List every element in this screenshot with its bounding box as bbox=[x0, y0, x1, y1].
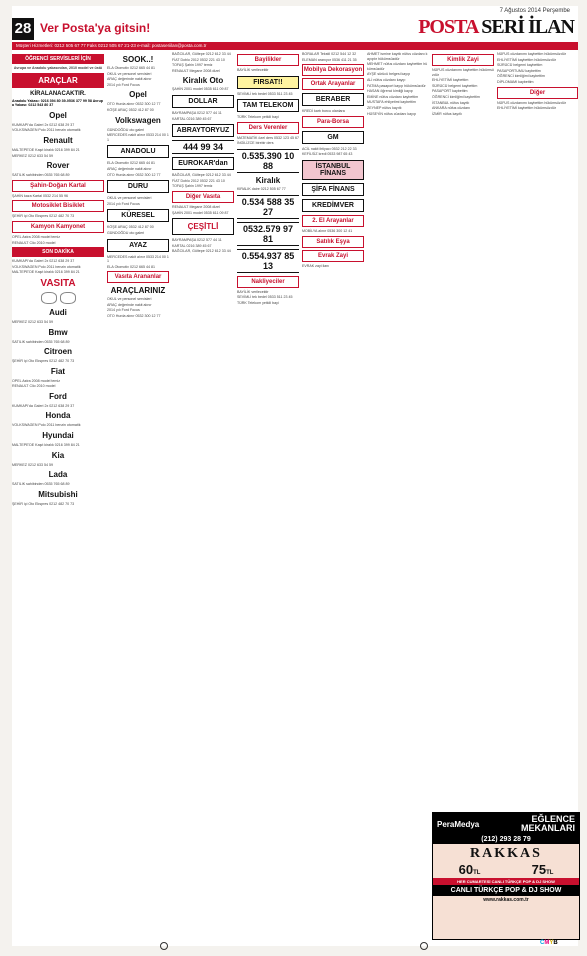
listing-line: ELEMAN aranıyor 0536 411 21 35 bbox=[302, 57, 357, 62]
listing-line: OTO Hurda alınır 0532 300 12 77 bbox=[107, 314, 161, 319]
mobilya-header: Mobilya Dekorasyon bbox=[302, 64, 364, 76]
phone-1: 0.535.390 10 88 bbox=[237, 149, 299, 173]
listing-line: SATILIK sahibinden 0535 765 68 89 bbox=[12, 339, 70, 344]
tam-telekom-box bbox=[237, 99, 299, 112]
column-8 bbox=[497, 52, 578, 808]
student-box-title: ÖĞRENCİ SERVİSLERİ İÇİN bbox=[12, 54, 104, 64]
beraber-box bbox=[302, 93, 364, 106]
listing-line: ARAÇ değerinde nakit alınır bbox=[107, 166, 152, 171]
ad-title-line1: EĞLENCE bbox=[531, 814, 575, 824]
price-right bbox=[532, 862, 554, 877]
listing-line: EHLİYETİMİ kaybettim hükümsüzdür bbox=[497, 106, 556, 111]
kiralanacaktir: KİRALANACAKTIR. bbox=[30, 90, 86, 97]
dollar-box bbox=[172, 95, 234, 108]
student-phones: Anadolu Yakası: 0216 394 80 39-0536 377 99 58 Avrupa Yakası: 0212 543 80 37 bbox=[12, 98, 103, 108]
price-right-value: 75 bbox=[531, 862, 547, 877]
listing-line: VOLKSWAGEN Polo 2011 benzin otomatik bbox=[12, 423, 81, 428]
brand-rover: Rover bbox=[46, 161, 70, 171]
brand-sahin-dogan: Şahin-Doğan Kartal bbox=[12, 180, 104, 192]
vasita-arananlar-header: Vasıta Arananlar bbox=[107, 271, 169, 283]
listing-line: ARAÇ değerinde nakit alınır bbox=[107, 302, 152, 307]
listing-line: OPEL Astra 2008 model temiz bbox=[12, 378, 61, 383]
listing-line: ŞEHİR içi Oto Ekspres 0212 482 70 73 bbox=[12, 214, 75, 219]
listing-line: HÜSEYİN nüfus cüzdanı kayıp bbox=[367, 111, 416, 116]
listing-line: ŞAHİN 2001 model 0535 611 09 87 bbox=[172, 87, 229, 92]
bayilikler-header: Bayilikler bbox=[237, 54, 299, 66]
listing bbox=[237, 92, 299, 97]
listing-line: OKUL ve personel servisleri bbox=[107, 297, 152, 302]
diger-header: Diğer bbox=[497, 87, 578, 99]
listing-line: KÖŞE ARAÇ 0532 412 87 00 bbox=[107, 225, 154, 230]
listing-line: GÜNDOĞDU oto galeri bbox=[107, 127, 145, 132]
eurokar-box bbox=[172, 157, 234, 170]
cmyk-marks bbox=[540, 940, 558, 946]
brand-bmw: Bmw bbox=[48, 327, 68, 337]
listing bbox=[107, 128, 169, 143]
evrak-zayi-header: Evrak Zayi bbox=[302, 250, 364, 262]
price-right-unit: TL bbox=[546, 870, 554, 876]
listing-line: EHLİYETİMİ kaybettim hükümsüzdür bbox=[497, 57, 556, 62]
listing-line: PASAPORTUMU kaybettim bbox=[497, 68, 541, 73]
vasita-header: VASITA bbox=[40, 277, 76, 289]
phone-4: 0.554.937 85 13 bbox=[237, 249, 299, 273]
contact-bar: Müşteri Hizmetleri: 0212 505 67 77 Faks 0212 505 67 21-23 e-mail: postaseriilan@posta.com.tr bbox=[12, 42, 578, 50]
listing-line: KARTAL 0216 389 45 67 bbox=[172, 116, 212, 121]
logo-posta: POSTA bbox=[418, 16, 478, 38]
listing bbox=[367, 52, 429, 116]
listing-line: KUMKAPI'da Galeri 2x 0212 638 29 37 bbox=[12, 122, 75, 127]
firsat-title: FIRSAT!! bbox=[253, 78, 283, 86]
listing-line: ELA Otomotiv 0212 665 44 81 bbox=[107, 66, 155, 70]
istanbul-finans-box bbox=[302, 160, 364, 180]
listing-line: SEVİMLİ tek bedel 0533 511 23 45 bbox=[237, 91, 293, 96]
listing-line: İNGİLİZCE birebir ders bbox=[237, 141, 274, 146]
listing-line: KUMKAPI'da Galeri 2x 0212 638 29 37 bbox=[12, 403, 75, 408]
ad-strip: HER CUMARTESİ CANLI TÜRKÇE POP & DJ SHOW bbox=[433, 878, 579, 885]
column-1 bbox=[12, 52, 104, 936]
kimlik-zayi-header: Kimlik Zayi bbox=[432, 54, 494, 66]
ikinci-el-header: 2. El Arayanlar bbox=[302, 215, 364, 227]
listing-line: KARTAL 0216 389 45 67 bbox=[172, 243, 212, 248]
abraytoryuz-title: ABRAYTORYUZ bbox=[176, 127, 230, 135]
anadolu-box bbox=[107, 145, 169, 158]
listing-line: TÜRK Telekom yetkili bayi bbox=[237, 115, 279, 120]
brand-honda: Honda bbox=[45, 411, 71, 421]
araclar-banner: ARAÇLAR bbox=[12, 73, 104, 88]
listing-line: MALTEPE'DE Kaşıt kiralık 0216 399 84 21 bbox=[12, 443, 80, 448]
ad-website: www.rakkas.com.tr bbox=[483, 897, 529, 903]
abraytoryuz-box bbox=[172, 124, 234, 137]
tagline: Ver Posta'ya gitsin! bbox=[40, 21, 151, 35]
listing bbox=[12, 173, 104, 178]
gm-title: GM bbox=[327, 133, 339, 141]
listing-line: AYŞE sürücü belgesi kayıp bbox=[367, 72, 411, 77]
registration-mark-icon bbox=[420, 942, 428, 950]
kiralik-header: Kiralık bbox=[255, 175, 281, 185]
listing-line: KUMKAPI'da Galeri 2x 0212 638 29 37 bbox=[12, 259, 75, 264]
ad-title-line2: MEKANLARI bbox=[521, 823, 575, 833]
listing bbox=[302, 147, 364, 157]
listing-line: MEHMET nüfus cüzdanı kaybettim hükümsüzdür bbox=[367, 62, 428, 71]
page-number: 28 bbox=[12, 18, 34, 40]
listing-line: BORALAR Tekstil 0212 544 12 32 bbox=[302, 52, 357, 56]
listing bbox=[12, 123, 104, 133]
phone-2: 0.534 588 35 27 bbox=[237, 195, 299, 219]
listing-line: 2014 yılı Ford Focus bbox=[107, 82, 140, 87]
column-5 bbox=[302, 52, 364, 936]
listing-line: NÜFUS cüzdanımı kaybettim hükümsüzdür bbox=[497, 52, 566, 56]
listing-line: SEVİMLİ tek bedel 0533 511 23 45 bbox=[237, 295, 293, 300]
listing-line: ANKARA nüfus cüzdanı bbox=[432, 106, 470, 111]
sifa-finans-box bbox=[302, 183, 364, 196]
price-left-unit: TL bbox=[473, 870, 481, 876]
listing bbox=[302, 229, 364, 234]
listing-line: SÜRÜCÜ belgemi kaybettim bbox=[497, 63, 543, 68]
listing-line: EHLİYETİMİ kaybettim bbox=[432, 78, 469, 83]
listing-line: MALTEPE'DE Kaşıt kiralık 0216 399 84 21 bbox=[12, 270, 80, 275]
listing bbox=[302, 52, 364, 62]
listing-line: 2014 yılı Ford Focus bbox=[107, 201, 140, 206]
listing-line: İZMİR nüfus kayıtlı bbox=[432, 111, 462, 116]
cmyk-k: B bbox=[553, 940, 558, 946]
listing bbox=[12, 214, 104, 219]
peramedya-logo: PeraMedya bbox=[437, 819, 480, 829]
kuresel-title: KÜRESEL bbox=[121, 212, 155, 220]
listing-line: SATILIK sahibinden 0535 765 68 89 bbox=[12, 482, 70, 487]
listing-line: BAĞCILAR, Gültepe 0212 612 33 44 bbox=[172, 173, 231, 178]
brand-volkswagen: Volkswagen bbox=[115, 115, 161, 125]
listing bbox=[497, 52, 578, 85]
listing bbox=[237, 290, 299, 306]
listing bbox=[237, 115, 299, 120]
listing-line: İSTANBUL nüfus kayıtlı bbox=[432, 100, 470, 105]
listing bbox=[12, 320, 104, 325]
listing-line: ŞEHİR içi Oto Ekspres 0212 482 70 73 bbox=[12, 359, 75, 364]
listing bbox=[302, 109, 364, 114]
listing bbox=[12, 259, 104, 275]
listing-line: MERKEZ 0212 633 54 59 bbox=[12, 319, 53, 324]
listing-line: TOFAŞ Şahin 1997 temiz bbox=[172, 63, 213, 68]
listing bbox=[237, 187, 299, 192]
brand-ford: Ford bbox=[49, 391, 67, 401]
listing-line: MERCEDES nakit alınır 0533 214 00 11 bbox=[107, 254, 169, 264]
listing-line: OKUL ve personel servisleri bbox=[107, 196, 152, 201]
listing-line: NÜFUS cüzdanımı kaybettim hükümsüzdür bbox=[497, 100, 566, 105]
brand-hyundai: Hyundai bbox=[42, 431, 74, 441]
ayaz-box bbox=[107, 239, 169, 252]
eurokar-title: EUROKAR'dan bbox=[178, 160, 228, 168]
listing-line: MALTEPE'DE Kaşıt kiralık 0216 399 84 21 bbox=[12, 147, 80, 152]
brand-audi: Audi bbox=[49, 307, 67, 317]
listing-line: ÖĞRENCİ kimliğimi kaybettim bbox=[497, 74, 545, 79]
brand-fiat: Fiat bbox=[50, 366, 66, 376]
brand-citroen: Citroen bbox=[44, 347, 72, 357]
gm-box bbox=[302, 131, 364, 144]
duru-title: DURU bbox=[127, 183, 149, 191]
listing bbox=[12, 423, 104, 428]
price-left-value: 60 bbox=[458, 862, 474, 877]
listing-line: KIRALIK daire 0212 505 67 77 bbox=[237, 186, 286, 191]
listing-line: BAĞCILAR, Gültepe 0212 612 33 44 bbox=[172, 52, 231, 56]
listing-line: ŞAHİN kaza Kartal 0532 214 55 96 bbox=[12, 193, 68, 198]
listing-line: OTO Hurda alınır 0532 300 12 77 bbox=[107, 102, 161, 107]
listing bbox=[172, 111, 234, 121]
listing bbox=[497, 101, 578, 111]
column-3 bbox=[172, 52, 234, 936]
satilik-esya-header: Satılık Eşya bbox=[302, 236, 364, 248]
listing-line: KREDİ kartı borcu olanlara bbox=[302, 109, 345, 114]
listing bbox=[107, 102, 169, 112]
cmyk-c: C bbox=[540, 940, 545, 946]
listing bbox=[12, 379, 104, 389]
registration-mark-icon bbox=[160, 942, 168, 950]
beraber-title: BERABER bbox=[315, 96, 351, 104]
listing-line: SATILIK sahibinden 0535 765 68 89 bbox=[12, 173, 70, 178]
firsat-box bbox=[237, 76, 299, 89]
column-4 bbox=[237, 52, 299, 936]
ad-header bbox=[433, 813, 579, 835]
listing-line: ALİ nüfus cüzdanı kayıp bbox=[367, 77, 406, 82]
listing bbox=[107, 255, 169, 270]
listing-line: RENAULT Megane 2008 dizel bbox=[172, 68, 220, 73]
listing-line: BAYİLİK verilecektir bbox=[237, 289, 269, 294]
listing-line: 2014 yılı Ford Focus bbox=[107, 308, 140, 313]
listing-line: MERKEZ 0212 633 54 59 bbox=[12, 153, 53, 158]
ders-verenler-header: Ders Verenler bbox=[237, 122, 299, 134]
logo-seri-ilan: SERİ İLAN bbox=[481, 16, 574, 38]
listing bbox=[12, 340, 104, 345]
listing-line: ŞAHİN 2001 model 0535 611 09 87 bbox=[172, 210, 229, 215]
brand-motosiklet: Motosiklet Bisiklet bbox=[12, 200, 104, 212]
listing-line: KÖŞE ARAÇ 0532 412 87 00 bbox=[107, 107, 154, 112]
listing bbox=[107, 161, 169, 177]
listing-line: VOLKSWAGEN Polo 2011 benzin otomatik bbox=[12, 128, 81, 133]
rakkas-ad bbox=[432, 812, 580, 940]
brand-renault: Renault bbox=[43, 135, 73, 145]
ring-icon bbox=[41, 292, 57, 304]
rakkas-title: RAKKAS bbox=[470, 846, 542, 861]
listing bbox=[302, 264, 364, 269]
brand-opel: Opel bbox=[49, 110, 67, 120]
column-7 bbox=[432, 52, 494, 808]
ring-icon bbox=[60, 292, 76, 304]
listing-line: EVRAK zayi ilanı bbox=[302, 263, 330, 268]
price-left bbox=[459, 862, 481, 877]
listing bbox=[107, 225, 169, 235]
listing bbox=[172, 52, 234, 73]
ad-title bbox=[521, 815, 575, 833]
duru-box bbox=[107, 180, 169, 193]
listing-line: BAYİLİK verilecektir bbox=[237, 68, 269, 72]
listing-line: BAYRAMPAŞA 0212 577 44 11 bbox=[172, 110, 222, 115]
listing bbox=[107, 196, 169, 206]
sifa-finans-title: ŞİFA FİNANS bbox=[311, 185, 355, 193]
listing-line: RENAULT Clio 2010 model bbox=[12, 384, 56, 389]
listing bbox=[172, 238, 234, 254]
tam-telekom-title: TAM TELEKOM bbox=[242, 102, 294, 110]
listing-line: MERKEZ 0212 633 54 59 bbox=[12, 462, 53, 467]
phone-444: 444 99 34 bbox=[172, 140, 234, 154]
listing-line: RENAULT Megane 2008 dizel bbox=[172, 204, 220, 209]
listing bbox=[12, 235, 104, 245]
listing-line: FİAT Doblo 2012 0532 221 43 10 bbox=[172, 57, 225, 62]
listing-line: OPEL Astra 2008 model temiz bbox=[12, 234, 61, 239]
student-box-sub: Avrupa ve Anadolu yakasından, 2010 model ve üstü bbox=[13, 66, 103, 70]
listing-line: MUSTAFA ehliyetimi kaybettim bbox=[367, 100, 416, 105]
brand-lada: Lada bbox=[48, 470, 68, 480]
ortak-arayanlar-header: Ortak Arayanlar bbox=[302, 78, 364, 90]
listing bbox=[12, 148, 104, 158]
listing bbox=[12, 482, 104, 487]
brand-mitsubishi: Mitsubishi bbox=[38, 489, 78, 499]
listing-line: DİPLOMAMI kaybettim bbox=[497, 79, 534, 84]
kiralik-oto-header: Kiralık Oto bbox=[182, 76, 224, 86]
listing bbox=[12, 463, 104, 468]
listing-line: ÖĞRENCİ kimliğimi kaybettim bbox=[432, 94, 480, 99]
listing-line: VOLKSWAGEN Polo 2011 benzin otomatik bbox=[12, 264, 81, 269]
listing-line: BAĞCILAR, Gültepe 0212 612 33 44 bbox=[172, 249, 231, 254]
posta-logo bbox=[418, 16, 574, 39]
listing bbox=[237, 68, 299, 73]
istanbul-finans-title: İSTANBUL FİNANS bbox=[315, 162, 351, 177]
listing-line: NÜFUS cüzdanımı kaybettim hükümsüzdür bbox=[432, 68, 494, 77]
listing-line: MATEMATİK özel ders 0532 123 45 67 bbox=[237, 135, 299, 140]
masthead bbox=[12, 18, 578, 40]
cesitli-title: ÇEŞİTLİ bbox=[187, 222, 219, 232]
issue-date: 7 Ağustos 2014 Perşembe bbox=[499, 8, 570, 14]
listing-line: OKUL ve personel servisleri bbox=[107, 71, 152, 76]
diger-vasita-header: Diğer Vasıta bbox=[172, 191, 234, 203]
listing-line: FİAT Doblo 2012 0532 221 43 10 bbox=[172, 178, 225, 183]
cmyk-m: M bbox=[544, 940, 550, 946]
listing-line: ELA Otomotiv 0212 665 44 81 bbox=[107, 161, 155, 166]
listing bbox=[107, 66, 169, 87]
listing-line: HASAN öğrenci kimliği kayıp bbox=[367, 89, 413, 94]
listing-line: MERCEDES nakit alınır 0533 214 00 11 bbox=[107, 133, 169, 142]
listing-line: ELA Otomotiv 0212 665 44 81 bbox=[107, 264, 155, 269]
listing bbox=[172, 205, 234, 215]
phone-3: 0532.579 97 81 bbox=[237, 222, 299, 246]
listing-line: ACİL nakit ihtiyacı 0532 212 22 33 bbox=[302, 146, 357, 151]
listing-line: ŞEHİR içi Oto Ekspres 0212 482 70 73 bbox=[12, 501, 75, 506]
listing-line: TÜRK Telekom yetkili bayi bbox=[237, 300, 279, 305]
listing bbox=[107, 297, 169, 318]
kredimver-box bbox=[302, 199, 364, 212]
listing-line: BAYRAMPAŞA 0212 577 44 11 bbox=[172, 238, 222, 243]
listing-line: ARAÇ değerinde nakit alınır bbox=[107, 77, 152, 82]
listing bbox=[12, 443, 104, 448]
listing bbox=[12, 404, 104, 409]
listing bbox=[237, 136, 299, 146]
nakliyeciler-header: Nakliyeciler bbox=[237, 276, 299, 288]
listing-line: TOFAŞ Şahin 1997 temiz bbox=[172, 184, 213, 189]
listing-line: EMİNE nüfus cüzdanı kaybettim bbox=[367, 94, 419, 99]
listing-line: AHMET ismine kayıtlı nüfus cüzdanı kayıptır hükümsüzdür bbox=[367, 52, 428, 61]
ayaz-title: AYAZ bbox=[129, 241, 147, 249]
ad-show: CANLI TÜRKÇE POP & DJ SHOW bbox=[433, 885, 579, 896]
listing-line: OTO Hurda alınır 0532 300 12 77 bbox=[107, 172, 161, 177]
cmyk-y: Y bbox=[549, 940, 554, 946]
listing bbox=[432, 68, 494, 116]
listing bbox=[12, 359, 104, 364]
listing-line: MOBİLYA alınır 0536 300 12 41 bbox=[302, 228, 353, 233]
araclariniz-header: ARAÇLARINIZ bbox=[110, 286, 166, 296]
brand-kamyon: Kamyon Kamyonet bbox=[12, 221, 104, 233]
listing-line: KEFİLSİZ kredi 0533 987 65 43 bbox=[302, 152, 353, 157]
listing bbox=[12, 502, 104, 507]
audi-logo bbox=[12, 291, 104, 305]
brand-opel: Opel bbox=[129, 90, 147, 100]
listing-line: GÜNDOĞDU oto galeri bbox=[107, 230, 145, 235]
newspaper-page bbox=[12, 6, 578, 946]
ad-prices bbox=[433, 862, 579, 877]
listing-line: PASAPORT kaybettim bbox=[432, 89, 468, 94]
cesitli-box bbox=[172, 218, 234, 235]
son-dakika-banner: SON DAKİKA bbox=[12, 247, 104, 257]
column-6 bbox=[367, 52, 429, 936]
column-2 bbox=[107, 52, 169, 936]
dollar-title: DOLLAR bbox=[188, 97, 218, 105]
kredimver-title: KREDİMVER bbox=[311, 201, 354, 209]
anadolu-title: ANADOLU bbox=[120, 148, 156, 156]
brand-kia: Kia bbox=[51, 450, 65, 460]
listing-line: ZEYNEP nüfus kayıtlı bbox=[367, 105, 402, 110]
listing bbox=[12, 194, 104, 199]
listing-line: FATMA pasaport kayıp hükümsüzdür bbox=[367, 83, 426, 88]
listing bbox=[172, 87, 234, 92]
section-header: SOOK..! bbox=[122, 55, 154, 64]
listing-line: RENAULT Clio 2010 model bbox=[12, 240, 56, 245]
listing-line: SÜRÜCÜ belgemi kaybettim bbox=[432, 83, 478, 88]
para-borsa-header: Para-Borsa bbox=[302, 116, 364, 128]
kuresel-box bbox=[107, 209, 169, 222]
listing bbox=[172, 173, 234, 189]
ad-phone: (212) 293 28 79 bbox=[433, 835, 579, 844]
